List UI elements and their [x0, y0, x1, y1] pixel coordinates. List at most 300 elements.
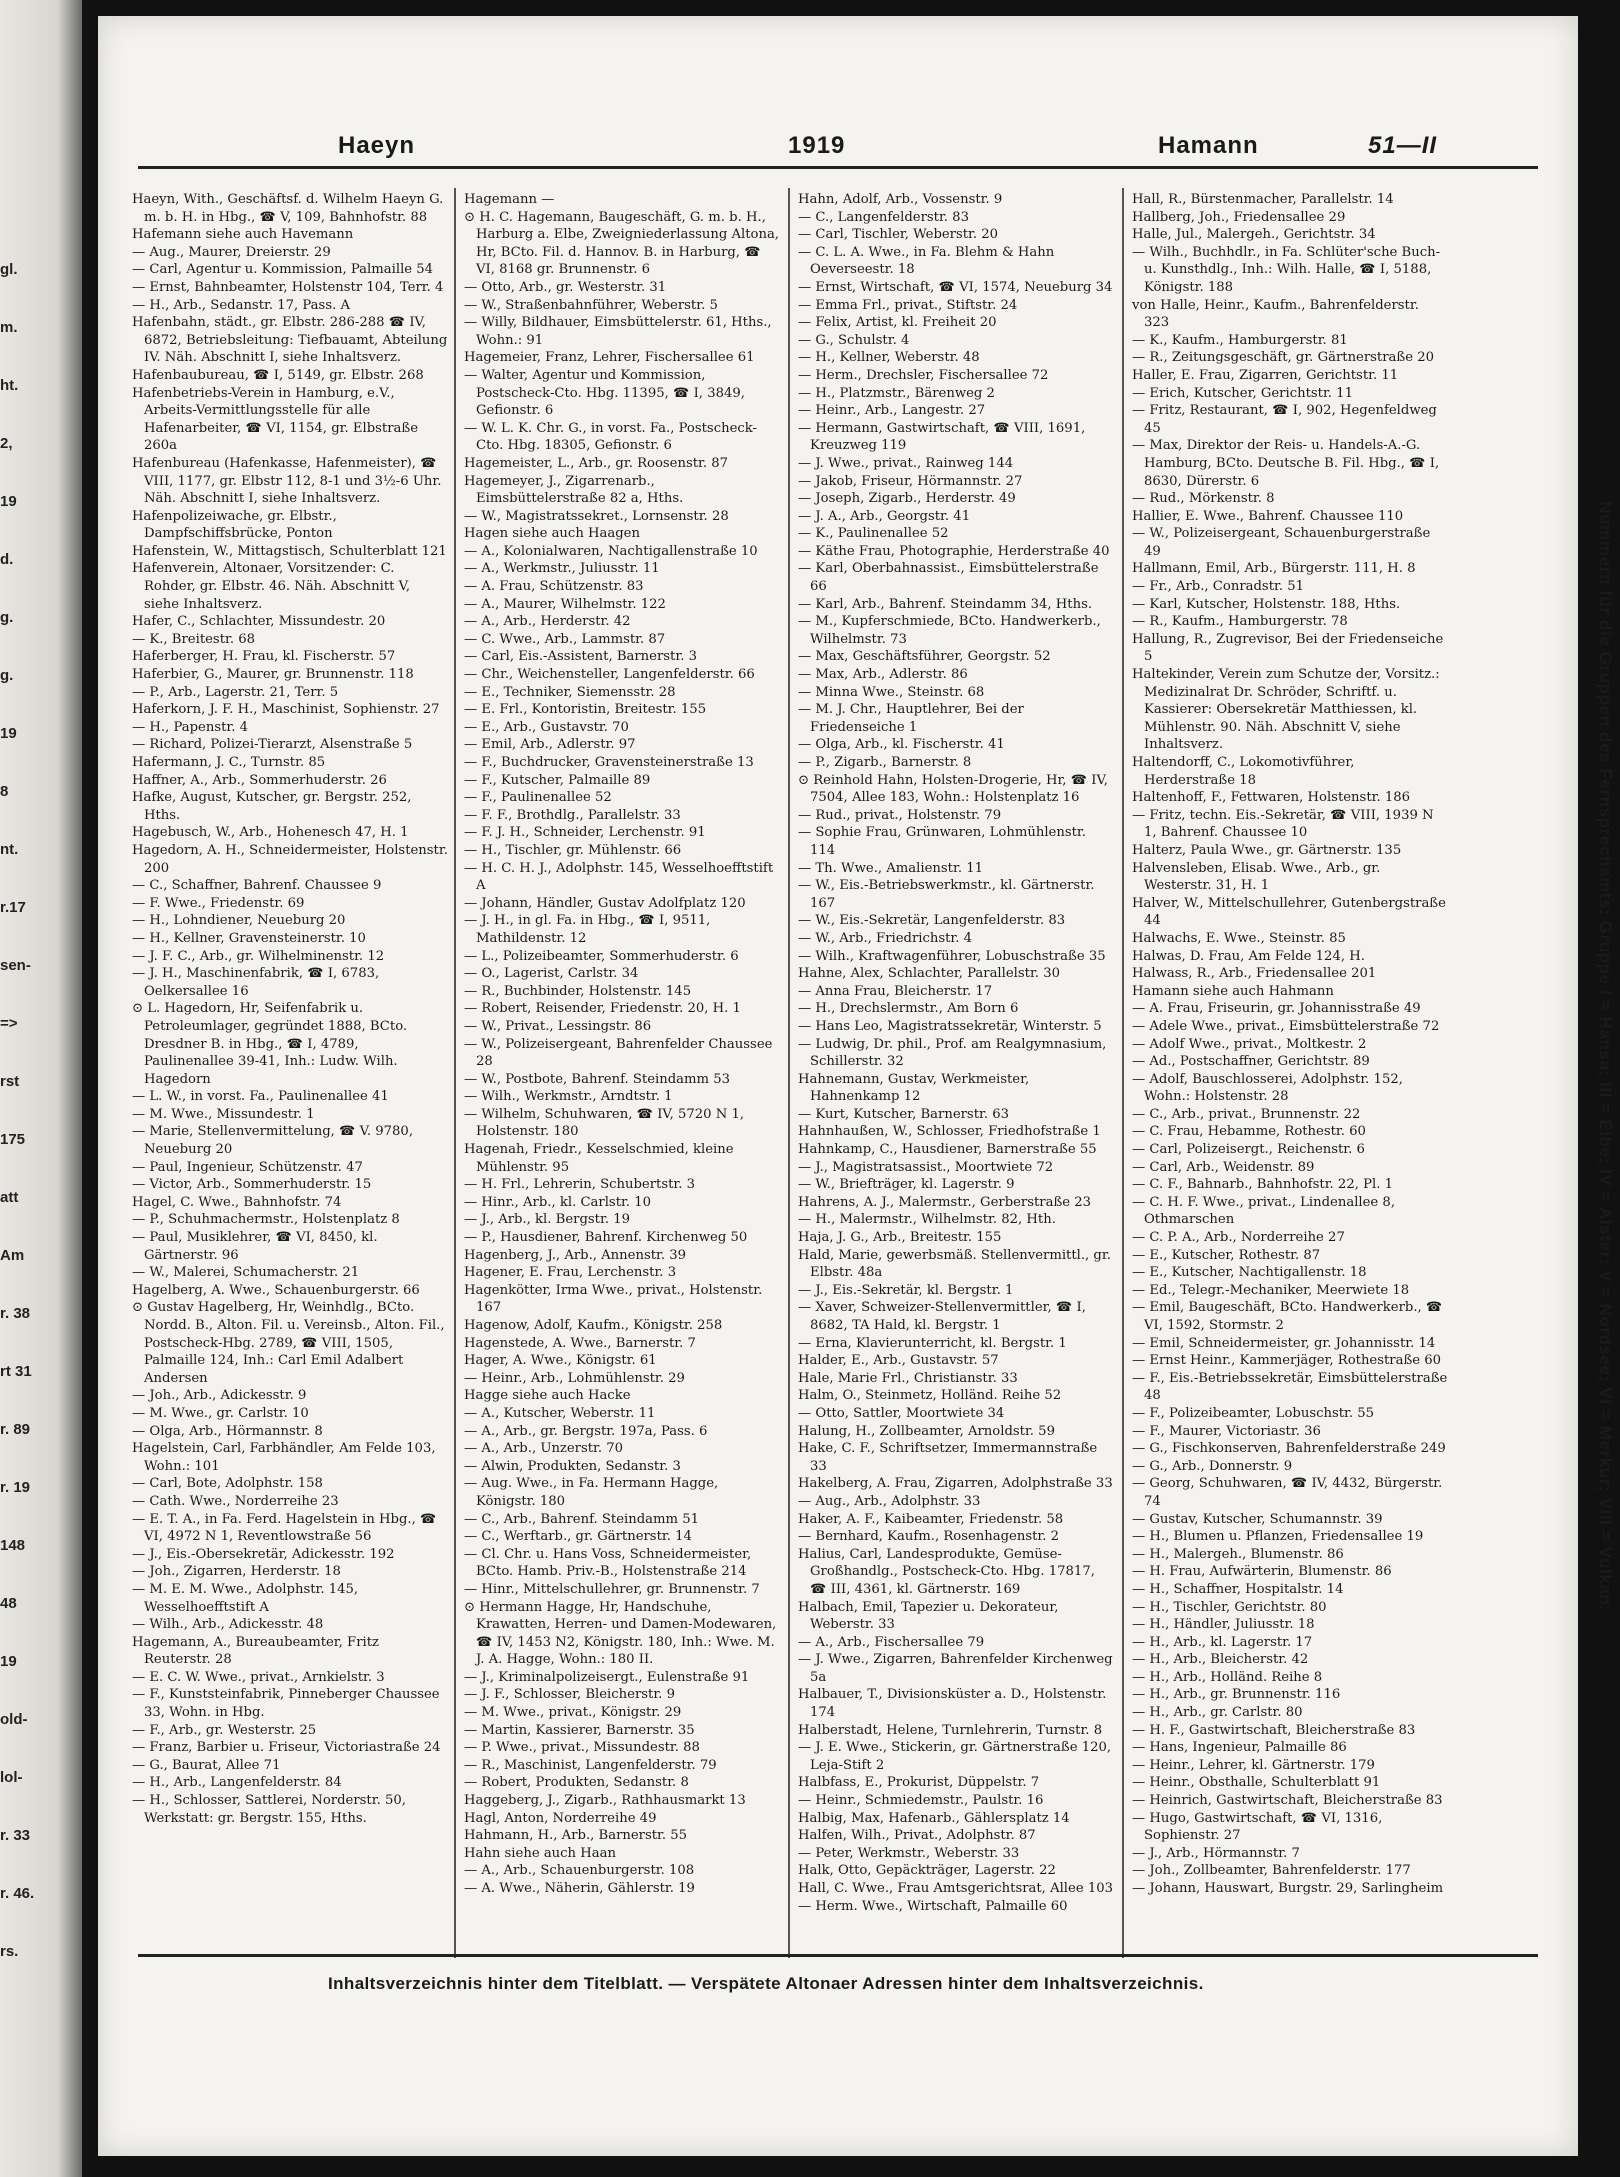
directory-entry: ⊙ Reinhold Hahn, Holsten-Drogerie, Hr, ☎ IV, 7504, Allee 183, Wohn.: Holstenplatz 16 [798, 772, 1108, 806]
directory-entry: — W., Postbote, Bahrenf. Steindamm 53 [464, 1071, 730, 1087]
directory-entry: — J., Magistratsassist., Moortwiete 72 [798, 1159, 1054, 1175]
footer-note: Inhaltsverzeichnis hinter dem Titelblatt. — Verspätete Altonaer Adressen hinter dem Inhaltsverzeichnis. [328, 1974, 1204, 1993]
directory-entry: — Jakob, Friseur, Hörmannstr. 27 [798, 473, 1023, 489]
directory-entry: — Fritz, Restaurant, ☎ I, 902, Hegenfeldweg 45 [1132, 403, 1437, 436]
directory-entry: — Hans Leo, Magistratssekretär, Winterstr. 5 [798, 1018, 1102, 1034]
directory-entry: — Karl, Arb., Bahrenf. Steindamm 34, Hths. [798, 596, 1093, 612]
directory-entry: Hagemeier, Franz, Lehrer, Fischersallee 61 [464, 350, 755, 366]
directory-entry: Hale, Marie Frl., Christianstr. 33 [798, 1370, 1018, 1386]
directory-entry: — Minna Wwe., Steinstr. 68 [798, 684, 985, 700]
directory-entry: — Adolf, Bauschlosserei, Adolphstr. 152, Wohn.: Holstenstr. 28 [1132, 1071, 1403, 1105]
directory-entry: — Willy, Bildhauer, Eimsbüttelerstr. 61, Hths., Wohn.: 91 [464, 315, 772, 348]
directory-entry: Halbach, Emil, Tapezier u. Dekorateur, Weberstr. 33 [798, 1599, 1059, 1633]
directory-entry: Hahmann, H., Arb., Barnerstr. 55 [464, 1828, 688, 1844]
directory-entry: — F. Wwe., Friedenstr. 69 [132, 895, 305, 911]
directory-entry: — Max, Direktor der Reis- u. Handels-A.-G. Hamburg, BCto. Deutsche B. Fil. Hbg., ☎ I, 8630, Dürerstr. 6 [1132, 438, 1440, 489]
directory-entry: — H., Tischler, gr. Mühlenstr. 66 [464, 842, 682, 858]
directory-entry: — Hinr., Mittelschullehrer, gr. Brunnenstr. 7 [464, 1581, 760, 1597]
directory-entry: — P., Zigarb., Barnerstr. 8 [798, 755, 972, 770]
directory-entry: — Adolf Wwe., privat., Moltkestr. 2 [1132, 1036, 1367, 1052]
directory-entry: — H., Papenstr. 4 [132, 719, 249, 735]
directory-entry: Hahnemann, Gustav, Werkmeister, Hahnenkamp 12 [798, 1071, 1030, 1105]
directory-entry: Hallung, R., Zugrevisor, Bei der Friedenseiche 5 [1132, 631, 1444, 665]
directory-entry: — Paul, Musiklehrer, ☎ VI, 8450, kl. Gärtnerstr. 96 [132, 1230, 378, 1263]
directory-entry: — A. Frau, Schützenstr. 83 [464, 579, 644, 595]
directory-entry: — Joh., Arb., Adickesstr. 9 [132, 1388, 307, 1404]
directory-entry: — Fr., Arb., Conradstr. 51 [1132, 579, 1305, 595]
column-divider [454, 188, 456, 1958]
directory-entry: Hamann siehe auch Hahmann [1132, 983, 1334, 999]
directory-entry: Hafermann, J. C., Turnstr. 85 [132, 755, 326, 770]
directory-entry: von Halle, Heinr., Kaufm., Bahrenfelderstr. 323 [1132, 297, 1419, 331]
directory-entry: Hahn, Adolf, Arb., Vossenstr. 9 [798, 192, 1003, 207]
directory-entry: — Rud., Mörkenstr. 8 [1132, 491, 1275, 507]
directory-entry: — W., Privat., Lessingstr. 86 [464, 1018, 652, 1034]
directory-entry: Halberstadt, Helene, Turnlehrerin, Turnstr. 8 [798, 1722, 1103, 1738]
directory-entry: Hallmann, Emil, Arb., Bürgerstr. 111, H. 8 [1132, 561, 1416, 577]
directory-entry: — C. H. F. Wwe., privat., Lindenallee 8, Othmarschen [1132, 1194, 1396, 1228]
directory-entry: Haltendorff, C., Lokomotivführer, Herderstraße 18 [1132, 755, 1355, 788]
directory-entry: Hagener, E. Frau, Lerchenstr. 3 [464, 1265, 677, 1281]
directory-entry: — Johann, Hauswart, Burgstr. 29, Sarlingheim [1132, 1881, 1444, 1896]
directory-entry: — Th. Wwe., Amalienstr. 11 [798, 860, 983, 876]
previous-page-fragment: => [0, 1015, 18, 1032]
running-header [188, 132, 1488, 168]
directory-entry: Hahn siehe auch Haan [464, 1845, 616, 1861]
directory-entry: Haggeberg, J., Zigarb., Rathhausmarkt 13 [464, 1793, 746, 1809]
directory-entry: — Peter, Werkmstr., Weberstr. 33 [798, 1845, 1020, 1861]
directory-entry: — Aug. Wwe., in Fa. Hermann Hagge, Königstr. 180 [464, 1476, 719, 1509]
column-divider [788, 188, 790, 1958]
previous-page-fragment: 175 [0, 1131, 26, 1148]
directory-entry: — F., Arb., gr. Westerstr. 25 [132, 1722, 317, 1738]
directory-entry: Hahnkamp, C., Hausdiener, Barnerstraße 55 [798, 1142, 1097, 1158]
directory-entry: — F. F., Brothdlg., Parallelstr. 33 [464, 807, 681, 823]
previous-page-fragment: sen- [0, 957, 31, 974]
directory-entry: Hagl, Anton, Norderreihe 49 [464, 1810, 657, 1826]
directory-entry: — O., Lagerist, Carlstr. 34 [464, 966, 639, 982]
directory-entry: — Erich, Kutscher, Gerichtstr. 11 [1132, 385, 1353, 401]
directory-entry: — Heinr., Arb., Lohmühlenstr. 29 [464, 1370, 685, 1386]
directory-entry: — Cl. Chr. u. Hans Voss, Schneidermeister, BCto. Hamb. Priv.-B., Holstenstraße 214 [464, 1546, 752, 1580]
previous-page-fragment: 19 [0, 493, 17, 510]
directory-entry: — F., Polizeibeamter, Lobuschstr. 55 [1132, 1405, 1375, 1421]
directory-entry: — H., Arb., kl. Lagerstr. 17 [1132, 1634, 1313, 1650]
previous-page-fragment: g. [0, 609, 14, 626]
directory-entry: Hall, R., Bürstenmacher, Parallelstr. 14 [1132, 192, 1394, 207]
directory-entry: Halwass, R., Arb., Friedensallee 201 [1132, 966, 1377, 982]
directory-entry: — J. F., Schlosser, Bleicherstr. 9 [464, 1687, 675, 1703]
directory-entry: — A., Maurer, Wilhelmstr. 122 [464, 596, 666, 612]
column-2 [464, 191, 780, 1951]
directory-entry: — H., Schlosser, Sattlerei, Norderstr. 50, Werkstatt: gr. Bergstr. 155, Hths. [132, 1793, 406, 1826]
previous-page-fragment: att [0, 1189, 19, 1206]
column-3 [798, 191, 1114, 1951]
footer-rule [138, 1954, 1538, 1957]
header-last-name: Hamann [1158, 132, 1259, 159]
directory-entry: Hafenpolizeiwache, gr. Elbstr., Dampfschiffsbrücke, Ponton [132, 508, 337, 542]
directory-entry: — Carl, Bote, Adolphstr. 158 [132, 1476, 323, 1492]
directory-entry: — J., Arb., kl. Bergstr. 19 [464, 1212, 630, 1228]
directory-entry: Halbfass, E., Prokurist, Düppelstr. 7 [798, 1775, 1040, 1791]
directory-entry: — Anna Frau, Bleicherstr. 17 [798, 983, 993, 999]
directory-entry: — H., Arb., Langenfelderstr. 84 [132, 1775, 342, 1791]
directory-entry: — H., Arb., gr. Carlstr. 80 [1132, 1705, 1303, 1721]
directory-entry: — E., Techniker, Siemensstr. 28 [464, 684, 676, 700]
directory-entry: — W., Magistratssekret., Lornsenstr. 28 [464, 508, 729, 524]
directory-entry: — Wilhelm, Schuhwaren, ☎ IV, 5720 N 1, Holstenstr. 180 [464, 1106, 745, 1140]
directory-entry: — Heinr., Schmiedemstr., Paulstr. 16 [798, 1793, 1044, 1809]
directory-entry: — Carl, Tischler, Weberstr. 20 [798, 227, 999, 243]
directory-entry: — Joh., Zollbeamter, Bahrenfelderstr. 177 [1132, 1863, 1411, 1879]
directory-entry: — Wilh., Arb., Adickesstr. 48 [132, 1617, 324, 1633]
directory-entry: — Robert, Reisender, Friedenstr. 20, H. 1 [464, 1001, 741, 1017]
directory-entry: — Emma Frl., privat., Stiftstr. 24 [798, 297, 1018, 313]
directory-entry: Hagenah, Friedr., Kesselschmied, kleine Mühlenstr. 95 [464, 1142, 734, 1175]
previous-page-fragment: ht. [0, 377, 19, 394]
directory-entry: — R., Zeitungsgeschäft, gr. Gärtnerstraße 20 [1132, 350, 1434, 366]
directory-entry: Hafenbahn, städt., gr. Elbstr. 286-288 ☎ IV, 6872, Betriebsleitung: Tiefbauamt, Abteilung IV. Näh. Abschnitt I, siehe Inhaltsverz. [132, 315, 448, 366]
directory-entry: — Sophie Frau, Grünwaren, Lohmühlenstr. 114 [798, 825, 1086, 858]
directory-entry: — Emil, Schneidermeister, gr. Johannisstr. 14 [1132, 1335, 1436, 1351]
directory-entry: — M. J. Chr., Hauptlehrer, Bei der Friedenseiche 1 [798, 702, 1024, 735]
directory-entry: Halwachs, E. Wwe., Steinstr. 85 [1132, 930, 1346, 946]
directory-entry: — C. F., Bahnarb., Bahnhofstr. 22, Pl. 1 [1132, 1177, 1393, 1193]
directory-entry: — Ad., Postschaffner, Gerichtstr. 89 [1132, 1054, 1370, 1070]
directory-entry: — P., Hausdiener, Bahrenf. Kirchenweg 50 [464, 1230, 748, 1246]
directory-entry: — H., Lohndiener, Neueburg 20 [132, 913, 346, 929]
directory-entry: Haker, A. F., Kaibeamter, Friedenstr. 58 [798, 1511, 1064, 1527]
directory-entry: — Hans, Ingenieur, Palmaille 86 [1132, 1740, 1347, 1756]
directory-entry: Haltekinder, Verein zum Schutze der, Vorsitz.: Medizinalrat Dr. Schröder, Schriftf. u. Kassierer: Obersekretär Matthiessen, kl. Mühlenstr. 90. Näh. Abschnitt V, siehe Inhaltsverz. [1132, 667, 1440, 753]
directory-entry: — R., Kaufm., Hamburgerstr. 78 [1132, 614, 1348, 630]
previous-page-fragment: Am [0, 1247, 25, 1264]
directory-entry: — H., Tischler, Gerichtstr. 80 [1132, 1599, 1327, 1615]
directory-entry: Haferberger, H. Frau, kl. Fischerstr. 57 [132, 649, 396, 665]
directory-entry: — E. Frl., Kontoristin, Breitestr. 155 [464, 702, 707, 718]
directory-entry: — E. T. A., in Fa. Ferd. Hagelstein in Hbg., ☎ VI, 4972 N 1, Reventlowstraße 56 [132, 1511, 437, 1545]
directory-entry: Hagemeyer, J., Zigarrenarb., Eimsbüttelerstraße 82 a, Hths. [464, 473, 684, 507]
directory-entry: Haja, J. G., Arb., Breitestr. 155 [798, 1230, 1002, 1246]
directory-entry: Hald, Marie, gewerbsmäß. Stellenvermittl., gr. Elbstr. 48a [798, 1247, 1111, 1281]
directory-entry: — Käthe Frau, Photographie, Herderstraße 40 [798, 543, 1110, 559]
directory-entry: — Bernhard, Kaufm., Rosenhagenstr. 2 [798, 1529, 1060, 1545]
directory-entry: Hagemann, A., Bureaubeamter, Fritz Reuterstr. 28 [132, 1634, 379, 1668]
directory-entry: Hafenbaubureau, ☎ I, 5149, gr. Elbstr. 268 [132, 367, 424, 383]
directory-entry: — H., Arb., Sedanstr. 17, Pass. A [132, 297, 350, 313]
directory-entry: — J. F. C., Arb., gr. Wilhelminenstr. 12 [132, 948, 385, 964]
directory-entry: Hakelberg, A. Frau, Zigarren, Adolphstraße 33 [798, 1476, 1113, 1492]
directory-entry: — Kurt, Kutscher, Barnerstr. 63 [798, 1106, 1010, 1122]
directory-entry: — H., Malermstr., Wilhelmstr. 82, Hth. [798, 1212, 1056, 1228]
directory-entry: — G., Fischkonserven, Bahrenfelderstraße 249 [1132, 1441, 1446, 1457]
directory-entry: Halle, Jul., Malergeh., Gerichtstr. 34 [1132, 227, 1376, 243]
directory-entry: — Herm. Wwe., Wirtschaft, Palmaille 60 [798, 1898, 1068, 1914]
directory-entry: — Heinr., Lehrer, kl. Gärtnerstr. 179 [1132, 1757, 1375, 1773]
directory-entry: — Johann, Händler, Gustav Adolfplatz 120 [464, 895, 746, 911]
directory-entry: Halwas, D. Frau, Am Felde 124, H. [1132, 948, 1365, 964]
directory-entry: — H. F., Gastwirtschaft, Bleicherstraße 83 [1132, 1722, 1416, 1738]
directory-entry: — A., Arb., Schauenburgerstr. 108 [464, 1863, 695, 1879]
previous-page-fragment: nt. [0, 841, 19, 858]
directory-entry: — Paul, Ingenieur, Schützenstr. 47 [132, 1159, 363, 1175]
directory-entry: — J., Eis.-Obersekretär, Adickesstr. 192 [132, 1546, 395, 1562]
directory-entry: — Ernst, Wirtschaft, ☎ VI, 1574, Neueburg 34 [798, 279, 1113, 295]
directory-entry: — C. L. A. Wwe., in Fa. Blehm & Hahn Oeverseestr. 18 [798, 244, 1055, 278]
directory-entry: — Marie, Stellenvermittelung, ☎ V. 9780, Neueburg 20 [132, 1124, 414, 1158]
directory-entry: Hafer, C., Schlachter, Missundestr. 20 [132, 614, 386, 630]
directory-entry: — Chr., Weichensteller, Langenfelderstr. 66 [464, 667, 755, 683]
previous-page-fragment: old- [0, 1711, 28, 1728]
directory-entry: — H., Kellner, Gravensteinerstr. 10 [132, 930, 366, 946]
directory-entry: — Hermann, Gastwirtschaft, ☎ VIII, 1691, Kreuzweg 119 [798, 420, 1086, 454]
directory-entry: — K., Paulinenallee 52 [798, 526, 949, 542]
directory-entry: — Erna, Klavierunterricht, kl. Bergstr. 1 [798, 1335, 1067, 1351]
directory-entry: — Ernst, Bahnbeamter, Holstenstr 104, Terr. 4 [132, 279, 444, 295]
directory-entry: — Ludwig, Dr. phil., Prof. am Realgymnasium, Schillerstr. 32 [798, 1036, 1107, 1070]
directory-entry: — F., Kunststeinfabrik, Pinneberger Chaussee 33, Wohn. in Hbg. [132, 1687, 440, 1721]
directory-entry: — H., Arb., Holländ. Reihe 8 [1132, 1669, 1323, 1685]
previous-page-fragment: 8 [0, 783, 9, 800]
directory-entry: — P., Arb., Lagerstr. 21, Terr. 5 [132, 684, 339, 700]
directory-entry: — Emil, Arb., Adlerstr. 97 [464, 737, 636, 753]
previous-page-fragment: r.17 [0, 899, 26, 916]
directory-entry: Haltenhoff, F., Fettwaren, Holstenstr. 186 [1132, 790, 1411, 806]
directory-entry: — J., Arb., Hörmannstr. 7 [1132, 1845, 1300, 1861]
directory-entry: Hagenkötter, Irma Wwe., privat., Holstenstr. 167 [464, 1282, 763, 1316]
directory-entry: Hagge siehe auch Hacke [464, 1388, 631, 1404]
directory-entry: — H., Schaffner, Hospitalstr. 14 [1132, 1581, 1344, 1597]
directory-entry: — Herm., Drechsler, Fischersallee 72 [798, 367, 1049, 383]
previous-page-fragment: 48 [0, 1595, 17, 1612]
directory-entry: — Heinr., Arb., Langestr. 27 [798, 403, 986, 419]
directory-entry: — A., Arb., Herderstr. 42 [464, 614, 631, 630]
directory-entry: — W., Polizeisergeant, Schauenburgerstraße 49 [1132, 526, 1431, 559]
directory-entry: — M. Wwe., privat., Königstr. 29 [464, 1705, 682, 1721]
previous-page-fragment: r. 19 [0, 1479, 31, 1496]
directory-entry: Hagen siehe auch Haagen [464, 526, 640, 542]
directory-entry: Hagenberg, J., Arb., Annenstr. 39 [464, 1247, 687, 1263]
directory-entry: Haferbier, G., Maurer, gr. Brunnenstr. 118 [132, 667, 414, 683]
previous-page-fragment: 19 [0, 1653, 17, 1670]
directory-entry: Hagebusch, W., Arb., Hohenesch 47, H. 1 [132, 825, 409, 841]
directory-entry: — Olga, Arb., Hörmannstr. 8 [132, 1423, 323, 1439]
directory-entry: — J., Kriminalpolizeisergt., Eulenstraße 91 [464, 1669, 750, 1685]
directory-entry: — Heinrich, Gastwirtschaft, Bleicherstraße 83 [1132, 1793, 1443, 1809]
previous-page-fragment: 2, [0, 435, 13, 452]
directory-entry: Hagel, C. Wwe., Bahnhofstr. 74 [132, 1194, 342, 1210]
previous-page-fragment: rst [0, 1073, 20, 1090]
directory-entry: — A., Kutscher, Weberstr. 11 [464, 1405, 656, 1421]
directory-entry: — Wilh., Werkmstr., Arndtstr. 1 [464, 1089, 673, 1105]
directory-entry: — Fritz, techn. Eis.-Sekretär, ☎ VIII, 1939 N 1, Bahrenf. Chaussee 10 [1132, 807, 1434, 841]
directory-entry: — J. Wwe., Zigarren, Bahrenfelder Kirchenweg 5a [798, 1652, 1113, 1685]
directory-entry: — Carl, Polizeisergt., Reichenstr. 6 [1132, 1142, 1365, 1158]
directory-entry: — F., Eis.-Betriebssekretär, Eimsbüttelerstraße 48 [1132, 1370, 1448, 1404]
previous-page-edge [0, 0, 82, 2177]
directory-entry: — Hugo, Gastwirtschaft, ☎ VI, 1316, Sophienstr. 27 [1132, 1810, 1383, 1844]
directory-entry: — W., Arb., Friedrichstr. 4 [798, 930, 973, 946]
directory-entry: — Georg, Schuhwaren, ☎ IV, 4432, Bürgerstr. 74 [1132, 1476, 1443, 1509]
directory-entry: — W., Polizeisergeant, Bahrenfelder Chaussee 28 [464, 1036, 773, 1070]
directory-entry: — Joseph, Zigarb., Herderstr. 49 [798, 491, 1016, 507]
directory-entry: Halius, Carl, Landesprodukte, Gemüse-Großhandlg., Postscheck-Cto. Hbg. 17817, ☎ III, 4361, kl. Gärtnerstr. 169 [798, 1546, 1095, 1597]
header-year: 1919 [788, 132, 846, 159]
directory-entry: — L., Polizeibeamter, Sommerhuderstr. 6 [464, 948, 739, 964]
directory-entry: — F. J. H., Schneider, Lerchenstr. 91 [464, 825, 706, 841]
directory-entry: — A., Werkmstr., Juliusstr. 11 [464, 561, 660, 577]
directory-entry: — Karl, Kutscher, Holstenstr. 188, Hths. [1132, 596, 1401, 612]
header-first-name: Haeyn [338, 132, 416, 159]
column-divider [1122, 188, 1124, 1958]
directory-entry: — M. Wwe., Missundestr. 1 [132, 1106, 315, 1122]
previous-page-fragment: gl. [0, 261, 18, 278]
directory-entry: — G., Arb., Donnerstr. 9 [1132, 1458, 1293, 1474]
previous-page-fragment: r. 89 [0, 1421, 31, 1438]
directory-entry: Hafenbetriebs-Verein in Hamburg, e.V., Arbeits-Vermittlungsstelle für alle Hafenarbeiter, ☎ VI, 1154, gr. Elbstraße 260a [132, 385, 419, 454]
column-4 [1132, 191, 1448, 1951]
directory-entry: — H., Arb., gr. Brunnenstr. 116 [1132, 1687, 1341, 1703]
directory-entry: — A., Arb., Unzerstr. 70 [464, 1441, 624, 1457]
directory-entry: — H., Platzmstr., Bärenweg 2 [798, 385, 995, 401]
directory-entry: — E., Kutscher, Nachtigallenstr. 18 [1132, 1265, 1367, 1281]
previous-page-fragment: 148 [0, 1537, 26, 1554]
directory-entry: ⊙ Hermann Hagge, Hr, Handschuhe, Krawatten, Herren- und Damen-Modewaren, ☎ IV, 1453 N2, Königstr. 180, Inh.: Wwe. M. J. A. Hagge, Wohn.: 180 II. [464, 1599, 777, 1668]
directory-entry: — Aug., Arb., Adolphstr. 33 [798, 1493, 981, 1509]
directory-entry: — Robert, Produkten, Sedanstr. 8 [464, 1775, 689, 1791]
directory-entry: — Joh., Zigarren, Herderstr. 18 [132, 1564, 341, 1580]
previous-page-fragment: g. [0, 667, 14, 684]
directory-entry: — J. H., Maschinenfabrik, ☎ I, 6783, Oelkersallee 16 [132, 966, 380, 999]
directory-entry: Haffner, A., Arb., Sommerhuderstr. 26 [132, 772, 387, 788]
directory-entry: — H. Frl., Lehrerin, Schubertstr. 3 [464, 1177, 696, 1193]
directory-entry: — F., Paulinenallee 52 [464, 790, 612, 806]
telephone-groups-note [1590, 276, 1620, 1836]
directory-entry: Hafenverein, Altonaer, Vorsitzender: C. Rohder, gr. Elbstr. 46. Näh. Abschnitt V, siehe Inhaltsverz. [132, 561, 411, 612]
directory-entry: — K., Kaufm., Hamburgerstr. 81 [1132, 332, 1348, 348]
directory-entry: Haller, E. Frau, Zigarren, Gerichtstr. 11 [1132, 367, 1399, 383]
directory-entry: — A., Arb., Fischersallee 79 [798, 1634, 985, 1650]
directory-entry: — Franz, Barbier u. Friseur, Victoriastraße 24 [132, 1740, 441, 1756]
directory-entry: Halung, H., Zollbeamter, Arnoldstr. 59 [798, 1423, 1055, 1439]
directory-entry: — Heinr., Obsthalle, Schulterblatt 91 [1132, 1775, 1381, 1791]
directory-entry: — C., Arb., privat., Brunnenstr. 22 [1132, 1106, 1361, 1122]
directory-entry: — Max, Arb., Adlerstr. 86 [798, 667, 968, 683]
directory-entry: — H., Arb., Bleicherstr. 42 [1132, 1652, 1309, 1668]
directory-entry: Halbig, Max, Hafenarb., Gählersplatz 14 [798, 1810, 1070, 1826]
directory-entry: — A., Arb., gr. Bergstr. 197a, Pass. 6 [464, 1423, 708, 1439]
previous-page-fragment: lol- [0, 1769, 23, 1786]
directory-entry: Hall, C. Wwe., Frau Amtsgerichtsrat, Allee 103 [798, 1881, 1113, 1896]
directory-entry: — P. Wwe., privat., Missundestr. 88 [464, 1740, 700, 1756]
directory-entry: ⊙ L. Hagedorn, Hr, Seifenfabrik u. Petroleumlager, gegründet 1888, BCto. Dresdner B. in Hbg., ☎ I, 4789, Paulinenallee 39-41, Inh.: Ludw. Wilh. Hagedorn [132, 1001, 408, 1087]
directory-entry: — Victor, Arb., Sommerhuderstr. 15 [132, 1177, 372, 1193]
directory-entry: — Walter, Agentur und Kommission, Postscheck-Cto. Hbg. 11395, ☎ I, 3849, Gefionstr. 6 [464, 367, 745, 419]
directory-entry: — M. Wwe., gr. Carlstr. 10 [132, 1405, 309, 1421]
directory-entry: — E., Arb., Gustavstr. 70 [464, 719, 629, 735]
directory-entry: — A., Kolonialwaren, Nachtigallenstraße 10 [464, 543, 758, 559]
directory-entry: — H., Händler, Juliusstr. 18 [1132, 1617, 1315, 1633]
directory-entry: — Adele Wwe., privat., Eimsbüttelerstraße 72 [1132, 1018, 1440, 1034]
directory-entry: Halk, Otto, Gepäckträger, Lagerstr. 22 [798, 1863, 1056, 1879]
directory-entry: Hagenstede, A. Wwe., Barnerstr. 7 [464, 1335, 696, 1351]
directory-entry: Halver, W., Mittelschullehrer, Gutenbergstraße 44 [1132, 895, 1446, 929]
directory-entry: — Rud., privat., Holstenstr. 79 [798, 807, 1002, 823]
directory-entry: — H., Kellner, Weberstr. 48 [798, 350, 980, 366]
directory-entry: Hake, C. F., Schriftsetzer, Immermannstraße 33 [798, 1441, 1098, 1474]
directory-entry: — Xaver, Schweizer-Stellenvermittler, ☎ I, 8682, TA Hald, kl. Bergstr. 1 [798, 1300, 1086, 1333]
directory-entry: — H. C. H. J., Adolphstr. 145, Wesselhoefftstift A [464, 860, 774, 894]
directory-entry: — Wilh., Buchhdlr., in Fa. Schlüter'sche Buch- u. Kunsthdlg., Inh.: Wilh. Halle, ☎ I, 5188, Königstr. 188 [1132, 244, 1441, 295]
directory-entry: Hagenow, Adolf, Kaufm., Königstr. 258 [464, 1318, 723, 1333]
directory-entry: — J. E. Wwe., Stickerin, gr. Gärtnerstraße 120, Leja-Stift 2 [798, 1740, 1112, 1773]
directory-entry: — R., Buchbinder, Holstenstr. 145 [464, 983, 692, 999]
directory-entry: — Wilh., Kraftwagenführer, Lobuschstraße 35 [798, 948, 1106, 964]
directory-entry: Halder, E., Arb., Gustavstr. 57 [798, 1353, 999, 1369]
directory-entry: Hallier, E. Wwe., Bahrenf. Chaussee 110 [1132, 508, 1404, 524]
directory-entry: — M. E. M. Wwe., Adolphstr. 145, Wesselhoefftstift A [132, 1581, 359, 1615]
directory-entry: — H., Malergeh., Blumenstr. 86 [1132, 1546, 1344, 1562]
directory-entry: — W., Eis.-Betriebswerkmstr., kl. Gärtnerstr. 167 [798, 878, 1095, 911]
directory-entry: — Ernst Heinr., Kammerjäger, Rothestraße 60 [1132, 1353, 1442, 1369]
directory-entry: — J. Wwe., privat., Rainweg 144 [798, 455, 1014, 471]
directory-entry: — W., Malerei, Schumacherstr. 21 [132, 1265, 360, 1281]
directory-entry: Hager, A. Wwe., Königstr. 61 [464, 1353, 657, 1369]
directory-entry: — J. A., Arb., Georgstr. 41 [798, 508, 971, 524]
directory-entry: Hafke, August, Kutscher, gr. Bergstr. 252, Hths. [132, 790, 412, 823]
column-1 [132, 191, 448, 1951]
directory-entry: — F., Buchdrucker, Gravensteinerstraße 13 [464, 755, 754, 770]
previous-page-fragment: r. 38 [0, 1305, 31, 1322]
directory-entry: — C. Wwe., Arb., Lammstr. 87 [464, 631, 666, 647]
previous-page-fragment: m. [0, 319, 18, 336]
directory-entry: Hagelstein, Carl, Farbhändler, Am Felde 103, Wohn.: 101 [132, 1441, 436, 1474]
directory-entry: — Karl, Oberbahnassist., Eimsbüttelerstraße 66 [798, 561, 1099, 595]
directory-entry: — Carl, Eis.-Assistent, Barnerstr. 3 [464, 649, 697, 665]
directory-entry: Hafenbureau (Hafenkasse, Hafenmeister), ☎ VIII, 1177, gr. Elbstr 112, 8-1 und 3½-6 Uhr. Näh. Abschnitt I, siehe Inhaltsverz. [132, 455, 442, 507]
directory-entry: — C., Schaffner, Bahrenf. Chaussee 9 [132, 878, 382, 894]
directory-entry: Hahnhaußen, W., Schlosser, Friedhofstraße 1 [798, 1124, 1101, 1140]
previous-page-fragment: 19 [0, 725, 17, 742]
directory-entry: — Aug., Maurer, Dreierstr. 29 [132, 244, 331, 260]
directory-entry: Haeyn, With., Geschäftsf. d. Wilhelm Haeyn G. m. b. H. in Hbg., ☎ V, 109, Bahnhofstr. 88 [132, 192, 444, 225]
directory-entry: — Otto, Sattler, Moortwiete 34 [798, 1405, 1005, 1421]
directory-entry: Halm, O., Steinmetz, Holländ. Reihe 52 [798, 1388, 1062, 1404]
directory-entry: Hahrens, A. J., Malermstr., Gerberstraße 23 [798, 1194, 1092, 1210]
page-number: 51—II [1368, 132, 1438, 159]
directory-entry: Halterz, Paula Wwe., gr. Gärtnerstr. 135 [1132, 842, 1402, 858]
directory-entry: — G., Schulstr. 4 [798, 332, 910, 348]
directory-entry: Halbauer, T., Divisionsküster a. D., Holstenstr. 174 [798, 1687, 1107, 1721]
directory-entry: — Otto, Arb., gr. Westerstr. 31 [464, 279, 667, 295]
directory-entry: — J. H., in gl. Fa. in Hbg., ☎ I, 9511, Mathildenstr. 12 [464, 913, 711, 946]
directory-entry: — Martin, Kassierer, Barnerstr. 35 [464, 1722, 695, 1738]
directory-entry: ⊙ H. C. Hagemann, Baugeschäft, G. m. b. H., Harburg a. Elbe, Zweigniederlassung Altona, Hr, BCto. Fil. d. Hannov. B. in Harburg, ☎ VI, 8168 gr. Brunnenstr. 6 [464, 209, 780, 278]
directory-entry: — H., Drechslermstr., Am Born 6 [798, 1001, 1019, 1017]
previous-page-fragment: r. 33 [0, 1827, 31, 1844]
directory-entry: Haferkorn, J. F. H., Maschinist, Sophienstr. 27 [132, 702, 440, 718]
directory-entry: — R., Maschinist, Langenfelderstr. 79 [464, 1757, 717, 1773]
directory-entry: — Richard, Polizei-Tierarzt, Alsenstraße 5 [132, 737, 413, 753]
directory-entry: — W., Straßenbahnführer, Weberstr. 5 [464, 297, 718, 313]
directory-entry: — Carl, Arb., Weidenstr. 89 [1132, 1159, 1315, 1175]
directory-entry: — L. W., in vorst. Fa., Paulinenallee 41 [132, 1089, 389, 1105]
directory-entry: — Hinr., Arb., kl. Carlstr. 10 [464, 1194, 652, 1210]
directory-entry: — C. P. A., Arb., Norderreihe 27 [1132, 1230, 1345, 1246]
directory-entry: — E., Kutscher, Rothestr. 87 [1132, 1247, 1321, 1263]
directory-entry: — M., Kupferschmiede, BCto. Handwerkerb., Wilhelmstr. 73 [798, 614, 1101, 647]
directory-entry: — Emil, Baugeschäft, BCto. Handwerkerb., ☎ VI, 1592, Stormstr. 2 [1132, 1300, 1443, 1333]
